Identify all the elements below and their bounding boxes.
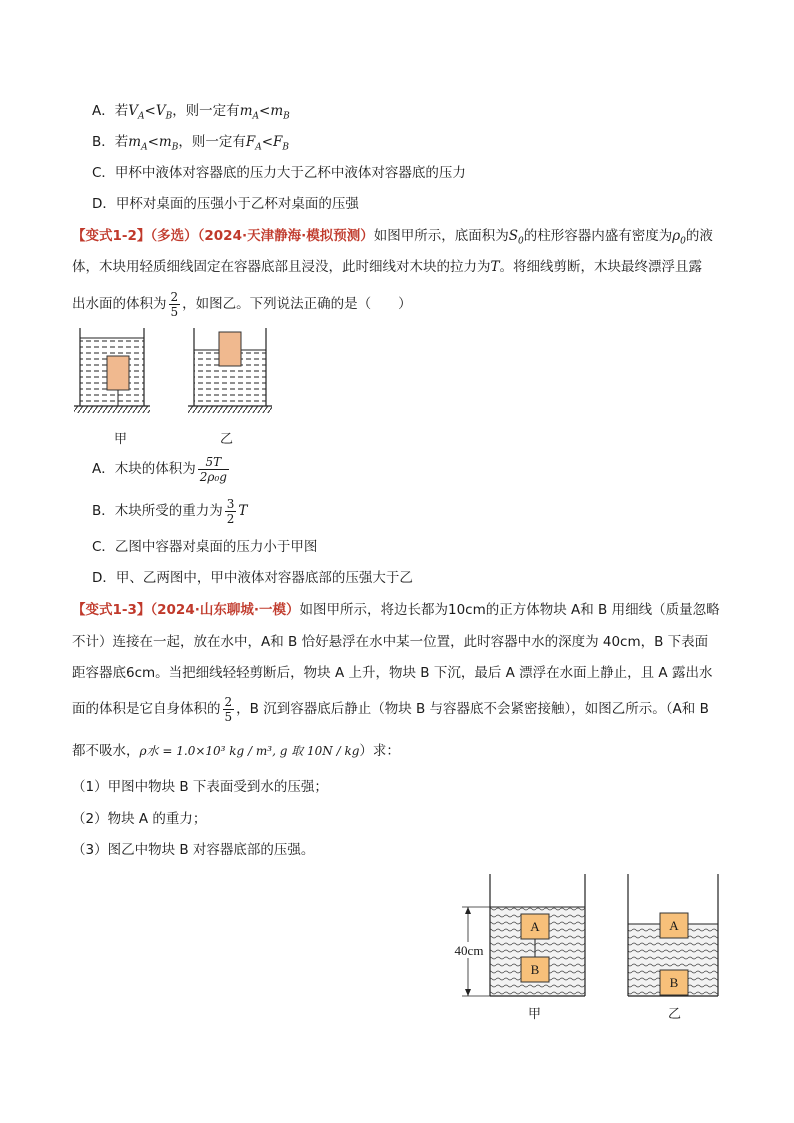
fig-label-yi: 乙: [668, 1007, 682, 1022]
wood-block: [219, 332, 241, 366]
q3-line-2: 不计）连接在一起，放在水中，A和 B 恰好悬浮在水中某一位置，此时容器中水的深度为 40cm，B 下表面: [72, 634, 709, 650]
q2-line-3: 出水面的体积为 $\frac{2}{5}$ ，如图乙。下列说法正确的是（ ）: [72, 289, 412, 319]
q2-line-1: 【变式1-2】（多选）（2024·天津静海·模拟预测）如图甲所示，底面积为$S_0$的柱形容器内盛有密度为$\rho_0$的液: [72, 228, 713, 247]
q2-option-a: A．木块的体积为 $\frac{5T}{\text{2ρ₀g}}$: [92, 454, 227, 484]
option-c: C．甲杯中液体对容器底的压力大于乙杯中液体对容器底的压力: [92, 165, 466, 181]
q3-tag: 【变式1-3】: [72, 602, 151, 618]
option-b: B．若$m_A<m_B$，则一定有$F_A<F_B$: [92, 134, 290, 153]
option-a: A．若$V_A<V_B$，则一定有$m_A<m_B$: [92, 103, 290, 122]
svg-text:A: A: [530, 919, 540, 934]
container-jia: [74, 328, 150, 413]
fig-label-jia: 甲: [114, 432, 128, 447]
q3-sub-3: （3）图乙中物块 B 对容器底部的压强。: [72, 842, 315, 858]
q3-line-4: 面的体积是它自身体积的 $\frac{2}{5}$ ，B 沉到容器底后静止（物块 B 与容器底不会紧密接触），如图乙所示。（A和 B: [72, 694, 709, 724]
fraction: $\frac{2}{5}$: [170, 289, 179, 319]
q3-line-3: 距容器底6cm。当把细线轻轻剪断后，物块 A 上升，物块 B 下沉，最后 A 漂浮在水面上静止，且 A 露出水: [72, 665, 713, 681]
svg-text:B: B: [669, 975, 679, 990]
svg-text:B: B: [530, 962, 540, 977]
fig-label-yi: 乙: [220, 432, 234, 447]
q2-tag: 【变式1-2】: [72, 228, 151, 244]
q3-sub-1: （1）甲图中物块 B 下表面受到水的压强；: [72, 779, 328, 795]
container-yi: [188, 328, 272, 413]
q3-line-5: 都不吸水，ρ水 = 1.0×10³ kg / m³, g 取 10N / kg）求：: [72, 743, 400, 759]
svg-text:A: A: [669, 918, 679, 933]
depth-label: 40cm: [454, 943, 484, 958]
q2-option-d: D．甲、乙两图中，甲中液体对容器底部的压强大于乙: [92, 570, 413, 586]
container-yi: [628, 874, 718, 996]
q2-figure: [70, 326, 280, 426]
q3-line-1: 【变式1-3】（2024·山东聊城·一模）如图甲所示，将边长都为10cm的正方体物块 A和 B 用细线（质量忽略: [72, 602, 720, 618]
container-jia: [452, 874, 585, 996]
q2-line-2: 体，木块用轻质细线固定在容器底部且浸没，此时细线对木块的拉力为T。将细线剪断，木块最终漂浮且露: [72, 259, 703, 275]
q2-option-c: C．乙图中容器对桌面的压力小于甲图: [92, 539, 318, 555]
q2-source: （2024·天津静海·模拟预测）: [197, 228, 374, 244]
fig-label-jia: 甲: [528, 1007, 542, 1022]
q3-source: （2024·山东聊城·一模）: [150, 602, 300, 618]
q3-sub-2: （2）物块 A 的重力；: [72, 811, 207, 827]
option-d: D．甲杯对桌面的压强小于乙杯对桌面的压强: [92, 196, 359, 212]
wood-block: [107, 356, 129, 390]
q2-option-b: B．木块所受的重力为 $\frac{3}{2}$ T: [92, 496, 248, 526]
q3-figure: [448, 870, 728, 1002]
